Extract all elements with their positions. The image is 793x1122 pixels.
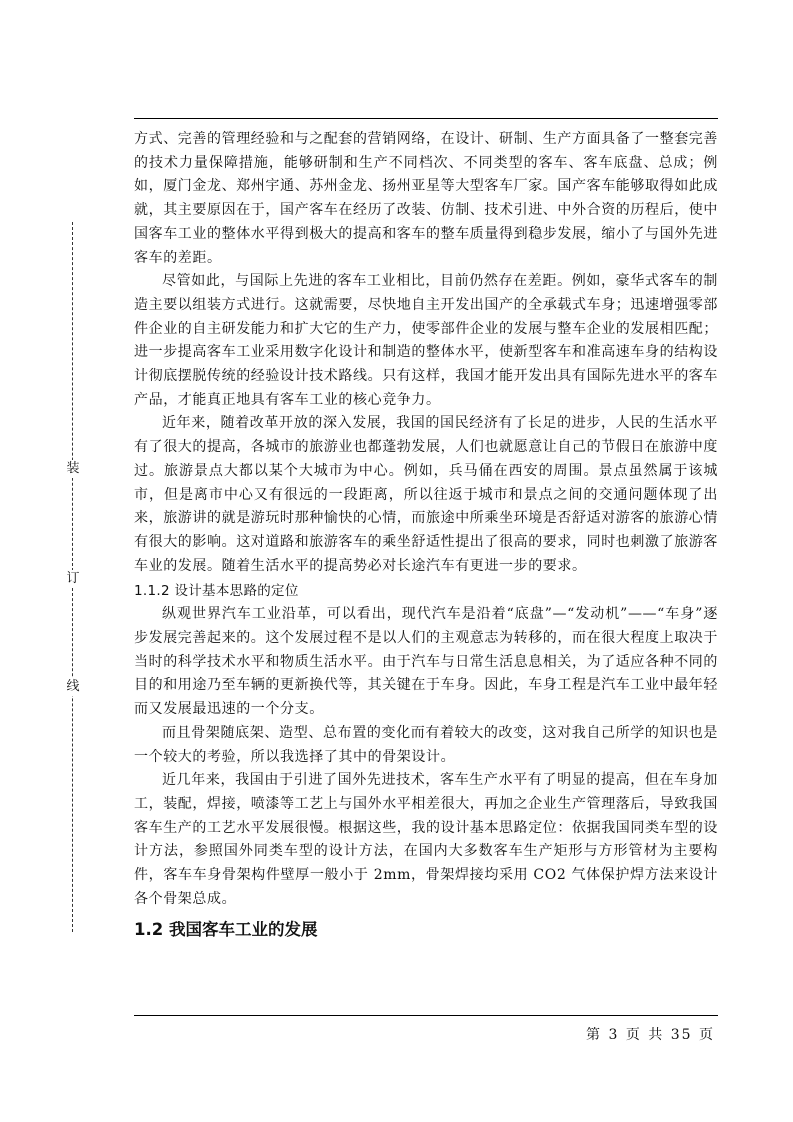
page-body <box>134 128 718 944</box>
binding-mark-zhuang: 装 <box>64 460 82 478</box>
paragraph-4: 纵观世界汽车工业沿革，可以看出，现代汽车是沿着“底盘”—“发动机”——“车身”逐步发展完善起来的。这个发展过程不是以人们的主观意志为转移的，而在很大程度上取决于当时的科学技术水平和物质生活水平。由于汽车与日常生活息息相关，为了适应各种不同的目的和用途乃至车辆的更新换代等，其关键在于车身。因此，车身工程是汽车工业中最年轻而又发展最迅速的一个分支。 <box>134 606 718 718</box>
paragraph-2: 尽管如此，与国际上先进的客车工业相比，目前仍然存在差距。例如，豪华式客车的制造主要以组装方式进行。这就需要，尽快地自主开发出国产的全承载式车身；迅速增强零部件企业的自主研发能力和扩大它的生产力，使零部件企业的发展与整车企业的发展相匹配；进一步提高客车工业采用数字化设计和制造的整体水平，使新型客车和准高速车身的结构设计彻底摆脱传统的经验设计技术路线。只有这样，我国才能开发出具有国际先进水平的客车产品，才能真正地具有客车工业的核心竞争力。 <box>134 273 718 408</box>
footer-rule <box>134 1015 718 1016</box>
paragraph-3: 近年来，随着改革开放的深入发展，我国的国民经济有了长足的进步，人民的生活水平有了很大的提高，各城市的旅游业也都蓬勃发展，人们也就愿意让自己的节假日在旅游中度过。旅游景点大都以某个大城市为中心。例如，兵马俑在西安的周围。景点虽然属于该城市，但是离市中心又有很远的一段距离，所以往返于城市和景点之间的交通问题体现了出来，旅游讲的就是游玩时那种愉快的心情，而旅途中所乘坐环境是否舒适对游客的旅游心情有很大的影响。这对道路和旅游客车的乘坐舒适性提出了很高的要求，同时也刺激了旅游客车业的发展。随着生活水平的提高势必对长途汽车有更进一步的要求。 <box>134 415 718 574</box>
binding-mark-ding: 订 <box>64 570 82 588</box>
section-heading-1-1-2: 1.1.2 设计基本思路的定位 <box>134 583 299 600</box>
section-heading-1-2: 1.2 我国客车工业的发展 <box>134 919 318 939</box>
page-number: 第 3 页 共 35 页 <box>586 1027 715 1043</box>
binding-mark-xian: 线 <box>64 678 82 696</box>
paragraph-1: 方式、完善的管理经验和与之配套的营销网络，在设计、研制、生产方面具备了一整套完善的技术力量保障措施，能够研制和生产不同档次、不同类型的客车、客车底盘、总成；例如，厦门金龙、郑州宇通、苏州金龙、扬州亚星等大型客车厂家。国产客车能够取得如此成就，其主要原因在于，国产客车在经历了改装、仿制、技术引进、中外合资的历程后，使中国客车工业的整体水平得到极大的提高和客车的整车质量得到稳步发展，缩小了与国外先进客车的差距。 <box>134 131 718 266</box>
paragraph-6: 近几年来，我国由于引进了国外先进技术，客车生产水平有了明显的提高，但在车身加工，装配，焊接，喷漆等工艺上与国外水平相差很大，再加之企业生产管理落后，导致我国客车生产的工艺水平发展很慢。根据这些，我的设计基本思路定位：依据我国同类车型的设计方法，参照国外同类车型的设计方法，在国内大多数客车生产矩形与方形管材为主要构件，客车车身骨架构件壁厚一般小于 2mm，骨架焊接均采用 CO2 气体保护焊方法来设计各个骨架总成。 <box>134 772 718 907</box>
binding-margin <box>62 222 84 932</box>
paragraph-5: 而且骨架随底架、造型、总布置的变化而有着较大的改变，这对我自己所学的知识也是一个较大的考验，所以我选择了其中的骨架设计。 <box>134 724 718 765</box>
header-rule <box>134 118 718 119</box>
